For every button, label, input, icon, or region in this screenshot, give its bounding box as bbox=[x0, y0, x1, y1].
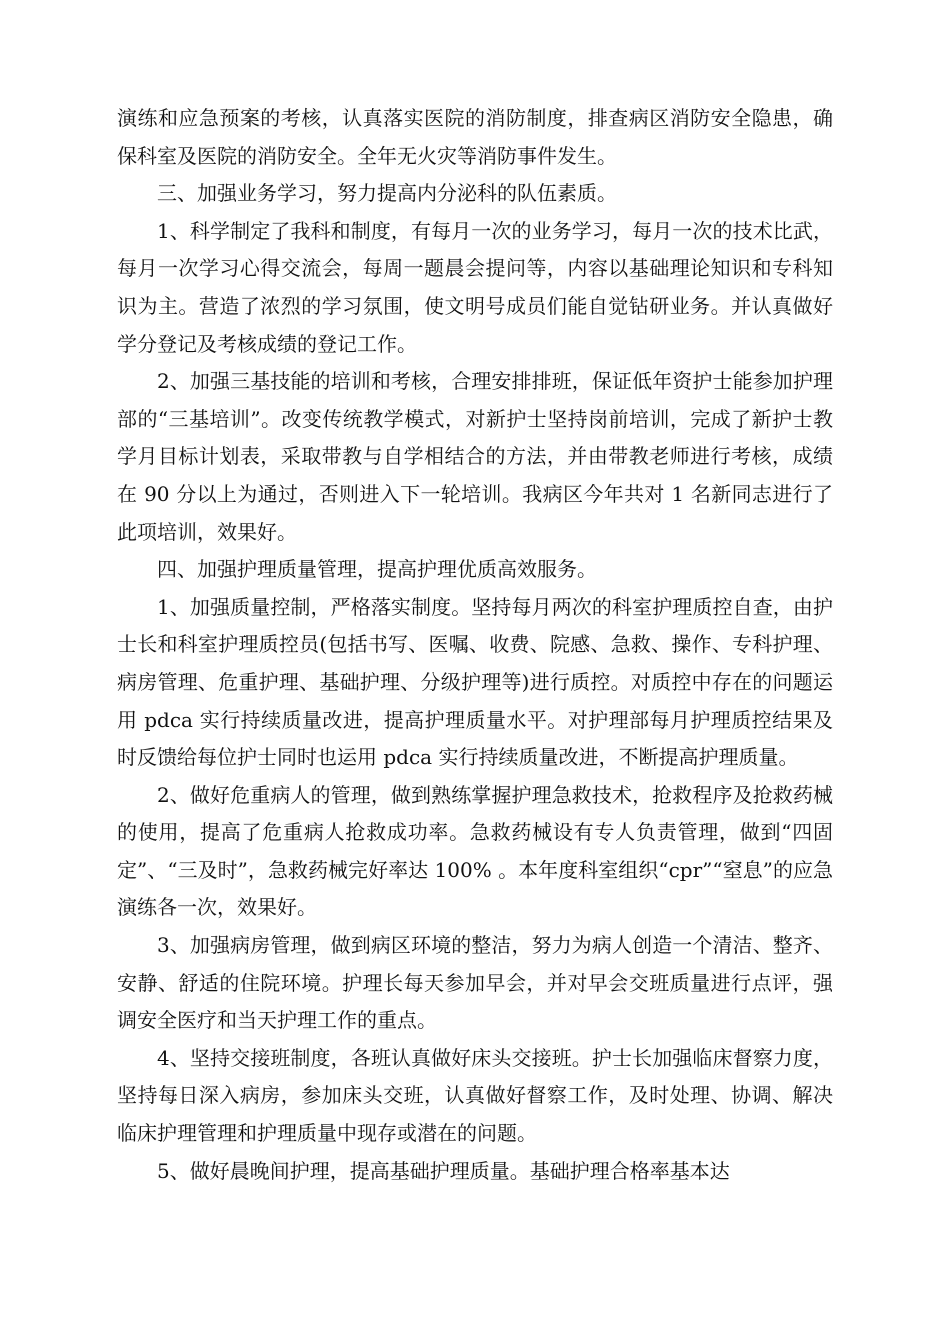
section-heading-3: 三、加强业务学习，努力提高内分泌科的队伍素质。 bbox=[157, 181, 617, 206]
paragraph-4-3: 3、加强病房管理，做到病区环境的整洁，努力为病人创造一个清洁、整齐、安静、舒适的住院环境。护理长每天参加早会，并对早会交班质量进行点评，强调安全医疗和当天护理工作的重点。 bbox=[117, 933, 833, 1033]
paragraph-3-1: 1、科学制定了我科和制度，有每月一次的业务学习，每月一次的技术比武，每月一次学习心得交流会，每周一题晨会提问等，内容以基础理论知识和专科知识为主。营造了浓烈的学习氛围，使文明号成员们能自觉钻研业务。并认真做好学分登记及考核成绩的登记工作。 bbox=[117, 218, 833, 356]
paragraph-4-1: 1、加强质量控制，严格落实制度。坚持每月两次的科室护理质控自查，由护士长和科室护理质控员(包括书写、医嘱、收费、院感、急救、操作、专科护理、病房管理、危重护理、基础护理、分级护理等)进行质控。对质控中存在的问题运用 pdca 实行持续质量改进，提高护理质量水平。对护理部每月护理质控结果及时反馈给每位护士同时也运用 pdca 实行持续质量改进，不断提高护理质量。 bbox=[117, 594, 833, 770]
document-body bbox=[117, 100, 833, 1190]
paragraph-4-4: 4、坚持交接班制度，各班认真做好床头交接班。护士长加强临床督察力度，坚持每日深入病房，参加床头交班，认真做好督察工作，及时处理、协调、解决临床护理管理和护理质量中现存或潜在的问题。 bbox=[117, 1045, 833, 1146]
paragraph-3-2: 2、加强三基技能的培训和考核，合理安排排班，保证低年资护士能参加护理部的“三基培训”。改变传统教学模式，对新护士坚持岗前培训，完成了新护士教学月目标计划表，采取带教与自学相结合的方法，并由带教老师进行考核，成绩在 90 分以上为通过，否则进入下一轮培训。我病区今年共对 1 名新同志进行了此项培训，效果好。 bbox=[117, 369, 833, 544]
section-heading-4: 四、加强护理质量管理，提高护理优质高效服务。 bbox=[157, 557, 597, 582]
paragraph-4-5: 5、做好晨晚间护理，提高基础护理质量。基础护理合格率基本达 bbox=[157, 1158, 730, 1183]
paragraph-4-2: 2、做好危重病人的管理，做到熟练掌握护理急救技术，抢救程序及抢救药械的使用，提高了危重病人抢救成功率。急救药械设有专人负责管理，做到“四固定”、“三及时”，急救药械完好率达 100% 。本年度科室组织“cpr”“窒息”的应急演练各一次，效果好。 bbox=[117, 782, 833, 920]
paragraph-fire-safety: 演练和应急预案的考核，认真落实医院的消防制度，排查病区消防安全隐患，确保科室及医院的消防安全。全年无火灾等消防事件发生。 bbox=[117, 106, 833, 168]
